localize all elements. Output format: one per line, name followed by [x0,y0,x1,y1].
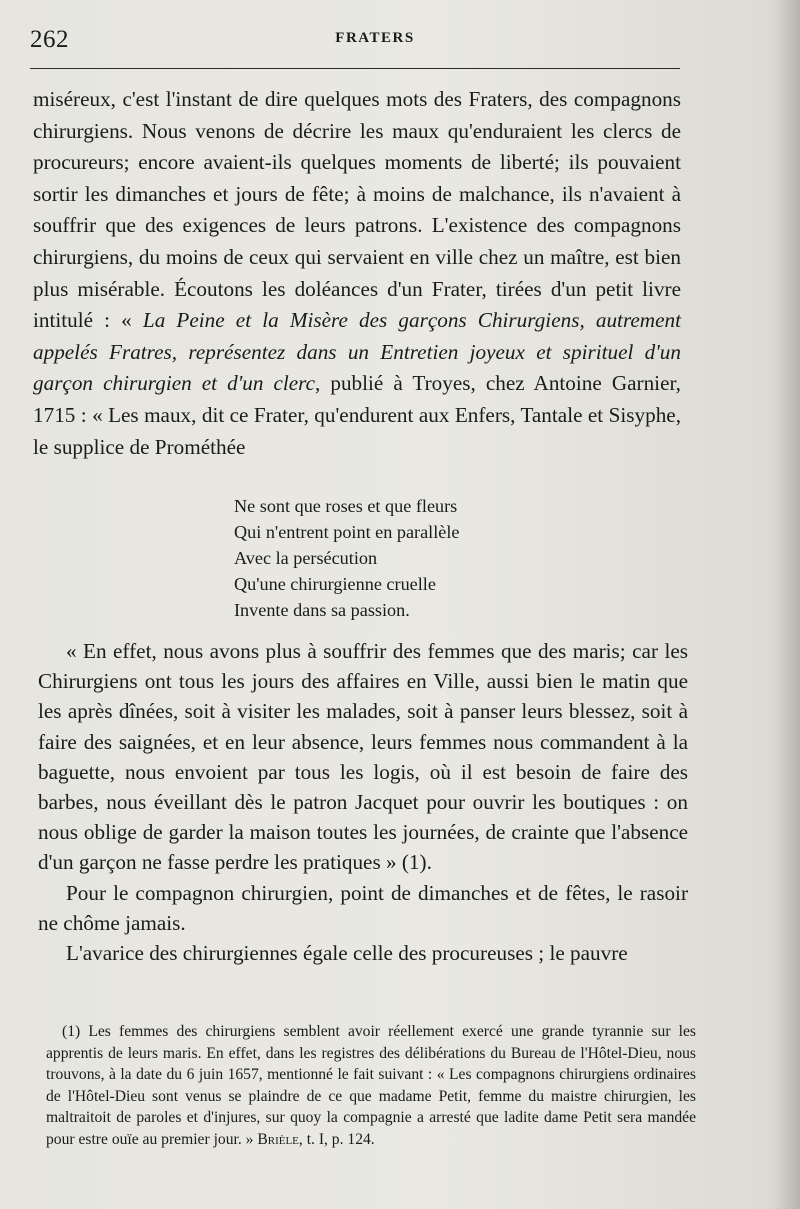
footnote-text: (1) Les femmes des chirurgiens semblent avoir réellement exercé une grande tyrannie sur les apprentis de leurs maris. En effet, dans les registres des délibérations du Bureau de l'Hôtel-Dieu, nous trouvons, à la date du 6 juin 1657, mentionné le fait suivant : « Les compagnons chirurgiens ordinaires de l'Hôtel-Dieu sont venus se plaindre de ce que madame Petit, femme du maistre chirurgien, les maltraitoit de paroles et d'injures, sur quoy la compagnie a arresté que ladite dame Petit sera mandée pour estre ouïe au premier jour. » [46,1023,696,1148]
verse-line: Invente dans sa passion. [234,600,410,620]
footnote [46,1021,696,1151]
header-rule [30,68,680,69]
footnote-author: Brièle [257,1130,299,1148]
footnote-citation: , t. I, p. 124. [298,1130,375,1148]
verse-line: Qu'une chirurgienne cruelle [234,574,436,594]
page-number: 262 [30,26,69,53]
paragraph-4: L'avarice des chirurgiennes égale celle des procureuses ; le pauvre [66,941,628,966]
verse-line: Ne sont que roses et que fleurs [234,496,458,516]
book-title: La Peine et la Misère des garçons Chirurgiens, autrement appelés Fratres, représentez dans un Entretien joyeux et spirituel d'un garçon chirurgien et d'un clerc [33,308,681,396]
body-text-top [33,84,681,463]
page-edge-shadow [774,0,800,1209]
paragraph-1-part-2: , publié à Troyes, chez Antoine Garnier, 1715 : « Les maux, dit ce Frater, qu'endurent aux Enfers, Tantale et Sisyphe, le supplice de Prométhée [33,371,681,459]
verse-block [234,493,614,623]
verse-line: Qui n'entrent point en parallèle [234,522,460,542]
running-title: FRATERS [335,30,415,46]
body-text-bottom [38,636,688,968]
paragraph-1 [33,84,681,463]
verse-line: Avec la persécution [234,548,378,568]
paragraph-2: « En effet, nous avons plus à souffrir des femmes que des maris; car les Chirurgiens ont tous les jours des affaires en Ville, aussi bien le matin que les après dînées, soit à visiter les malades, soit à panser leurs blessez, soit à faire des saignées, et en leur absence, leurs femmes nous commandent à la baguette, nous envoient par tous les logis, où il est besoin de faire des barbes, nous éveillant dès le patron Jacquet pour ouvrir les boutiques : on nous oblige de garder la maison toutes les journées, de crainte que l'absence d'un garçon ne fasse perdre les pratiques » (1). [38,639,688,875]
paragraph-3: Pour le compagnon chirurgien, point de dimanches et de fêtes, le rasoir ne chôme jamais. [38,880,688,935]
running-head [30,26,680,56]
paragraph-1-part-1: miséreux, c'est l'instant de dire quelques mots des Fraters, des compagnons chirurgiens. Nous venons de décrire les maux qu'enduraient les clercs de procureurs; encore avaient-ils quelques moments de liberté; ils pouvaient sortir les dimanches et jours de fête; à moins de malchance, ils n'avaient à souffrir que des exigences de leurs patrons. L'existence des compagnons chirurgiens, du moins de ceux qui servaient en ville chez un maître, est bien plus misérable. Écoutons les doléances d'un Frater, tirées d'un petit livre intitulé : « [33,87,681,333]
